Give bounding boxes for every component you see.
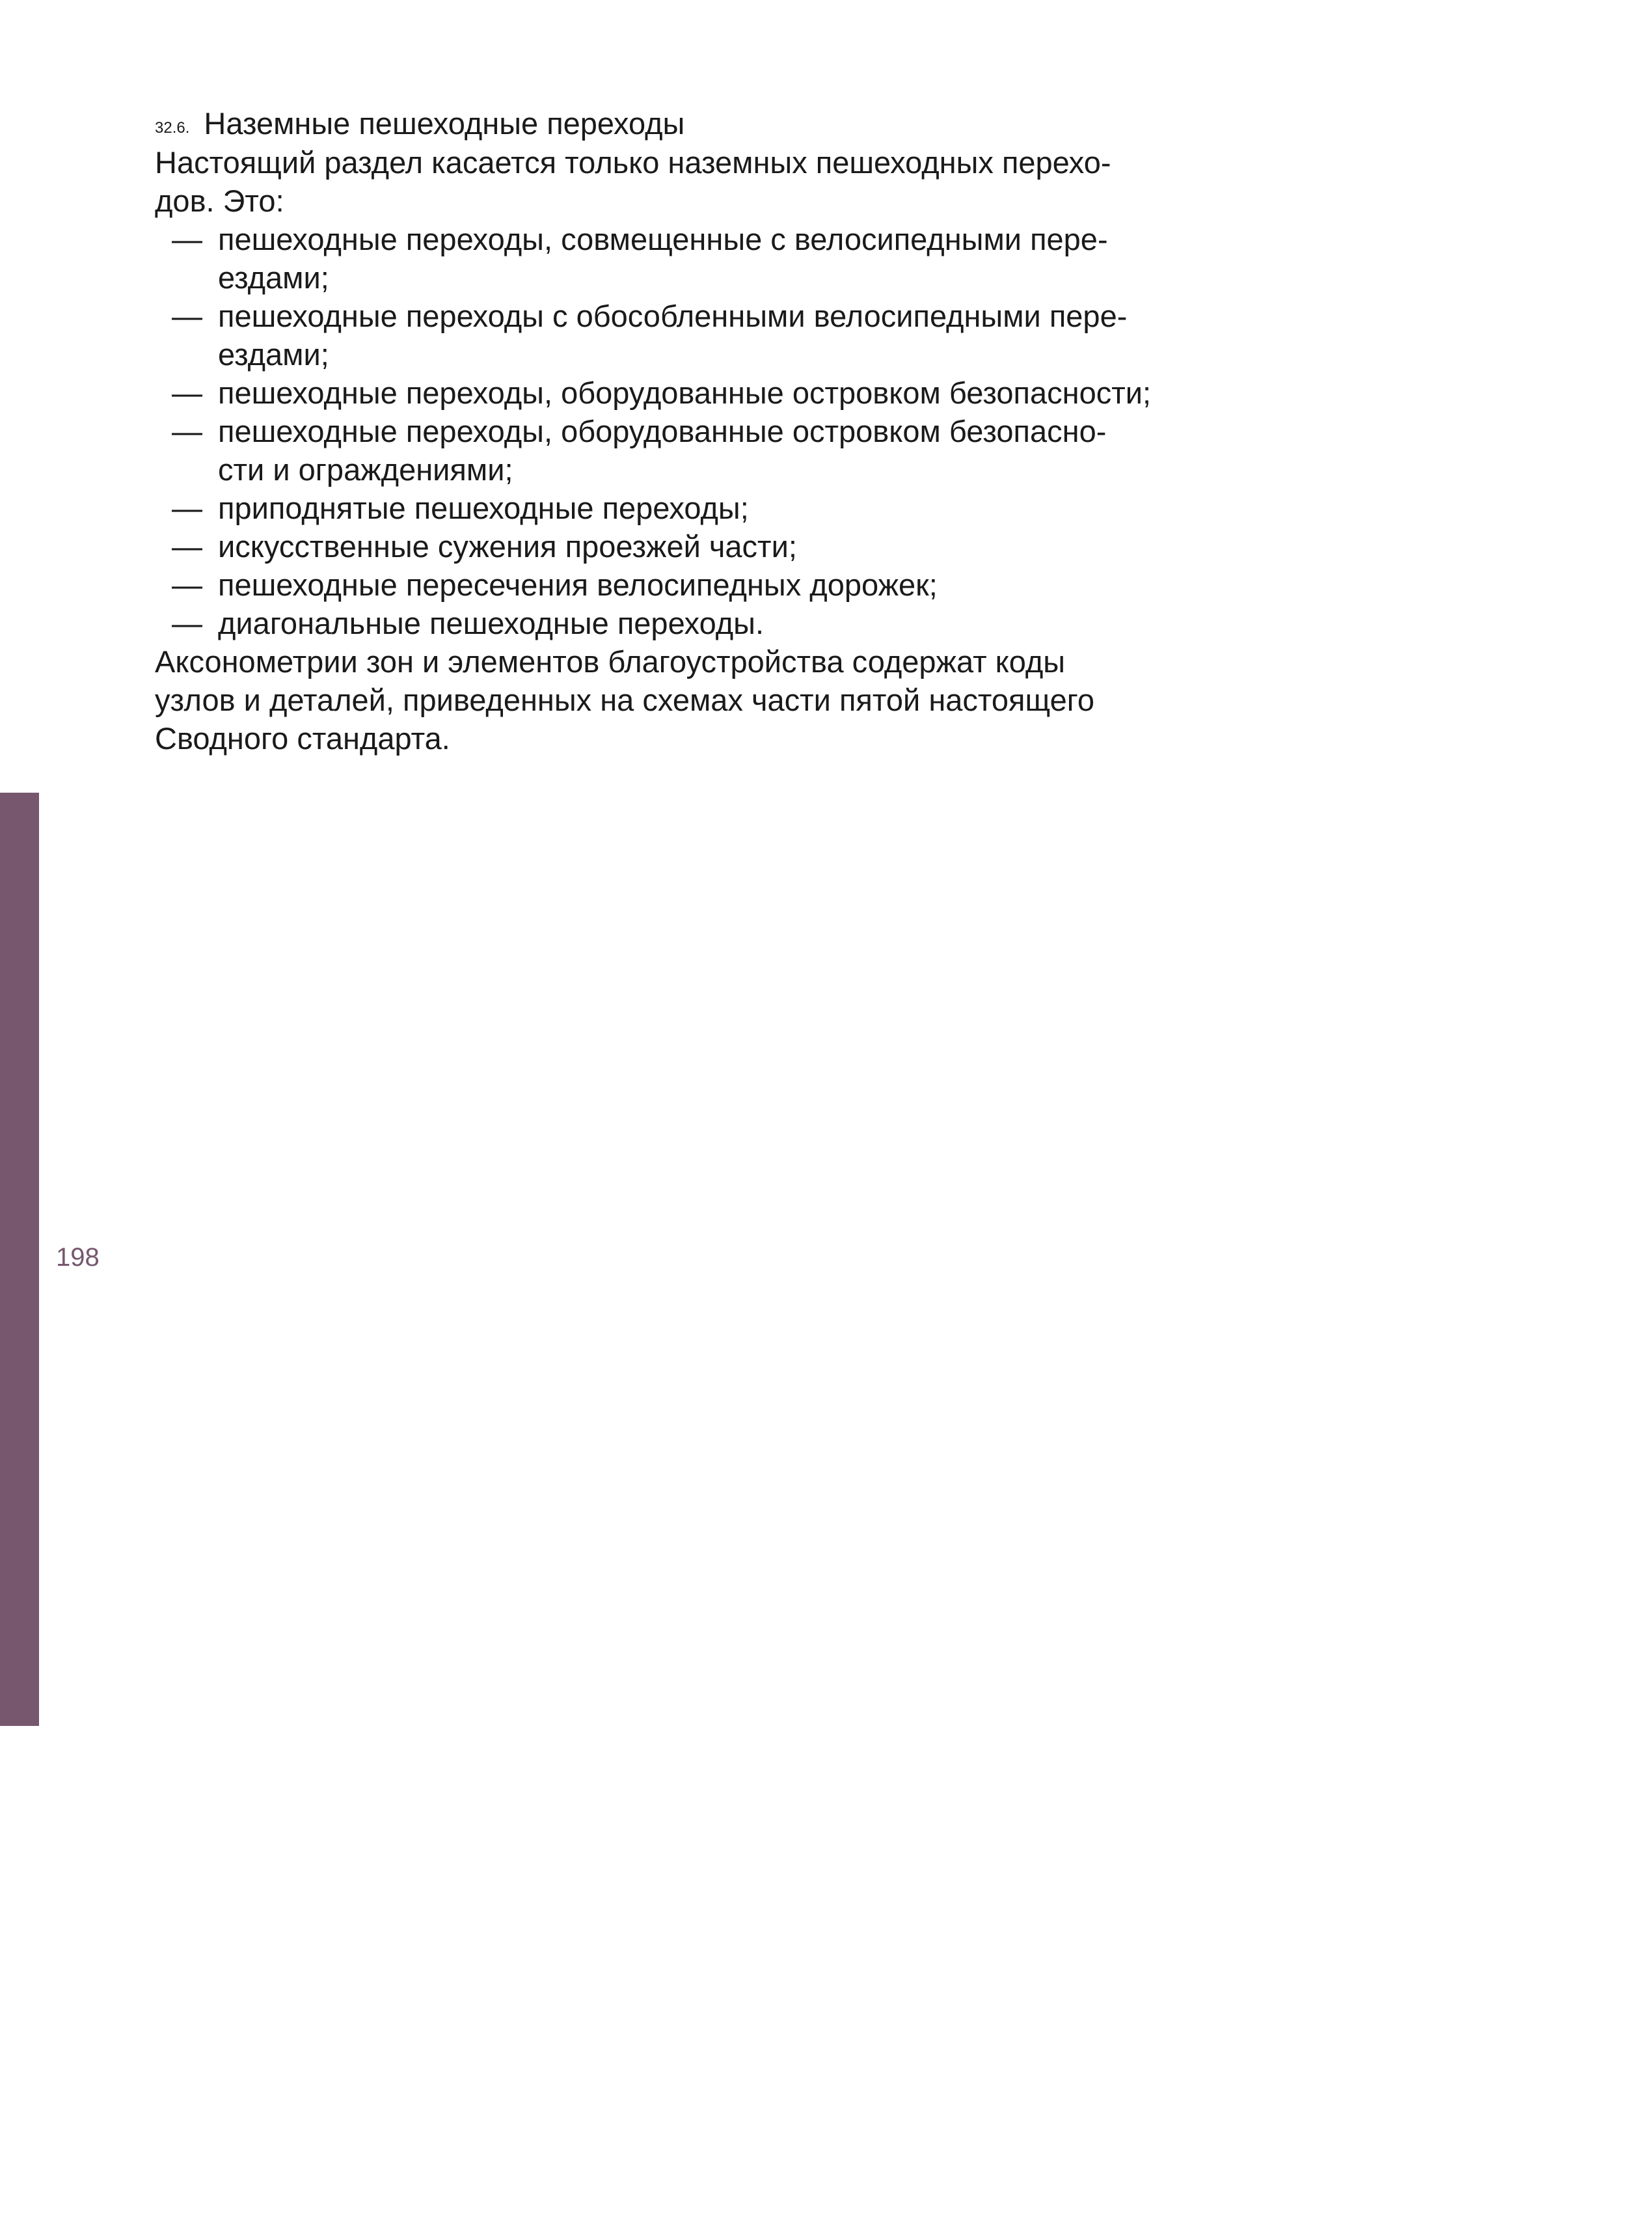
- side-accent-bar: [0, 793, 39, 1726]
- dash-bullet: —: [172, 222, 202, 256]
- outro-line: Аксонометрии зон и элементов благоустройства содержат коды: [155, 644, 1066, 679]
- intro-line: Настоящий раздел касается только наземных пешеходных перехо-: [155, 145, 1111, 180]
- list-item-line: пешеходные переходы, оборудованные островком безопасности;: [218, 376, 1152, 410]
- list-item: [155, 489, 1170, 527]
- list-item-line: ездами;: [218, 337, 329, 372]
- section-heading: [155, 104, 1170, 143]
- list-item: [155, 527, 1170, 566]
- list-item: [155, 374, 1170, 412]
- main-content: [155, 104, 1170, 758]
- dash-bullet: —: [172, 606, 202, 640]
- list-item: [155, 566, 1170, 604]
- intro-line: дов. Это:: [155, 184, 284, 218]
- outro-paragraph: [155, 642, 1170, 758]
- outro-line: Сводного стандарта.: [155, 721, 450, 756]
- list-item-line: искусственные сужения проезжей части;: [218, 529, 797, 564]
- list-item: [155, 604, 1170, 642]
- dash-bullet: —: [172, 299, 202, 333]
- dash-bullet: —: [172, 376, 202, 410]
- list-item-line: ездами;: [218, 260, 329, 295]
- dash-bullet: —: [172, 491, 202, 525]
- list-item: [155, 412, 1170, 489]
- list-item-line: пешеходные переходы, совмещенные с велосипедными пере-: [218, 222, 1108, 256]
- dash-bullet: —: [172, 568, 202, 602]
- list-item: [155, 297, 1170, 374]
- dash-bullet: —: [172, 414, 202, 448]
- list-item-line: сти и ограждениями;: [218, 452, 513, 487]
- list-item-line: диагональные пешеходные переходы.: [218, 606, 765, 640]
- crossing-types-list: [155, 220, 1170, 642]
- list-item-line: приподнятые пешеходные переходы;: [218, 491, 749, 525]
- intro-paragraph: [155, 143, 1170, 220]
- dash-bullet: —: [172, 529, 202, 564]
- list-item-line: пешеходные переходы, оборудованные островком безопасно-: [218, 414, 1107, 448]
- section-title: Наземные пешеходные переходы: [204, 106, 685, 141]
- page-number: 198: [56, 1243, 100, 1272]
- outro-line: узлов и деталей, приведенных на схемах части пятой настоящего: [155, 683, 1095, 717]
- list-item-line: пешеходные пересечения велосипедных дорожек;: [218, 568, 938, 602]
- list-item-line: пешеходные переходы с обособленными велосипедными пере-: [218, 299, 1128, 333]
- list-item: [155, 220, 1170, 297]
- section-number: 32.6.: [155, 119, 190, 137]
